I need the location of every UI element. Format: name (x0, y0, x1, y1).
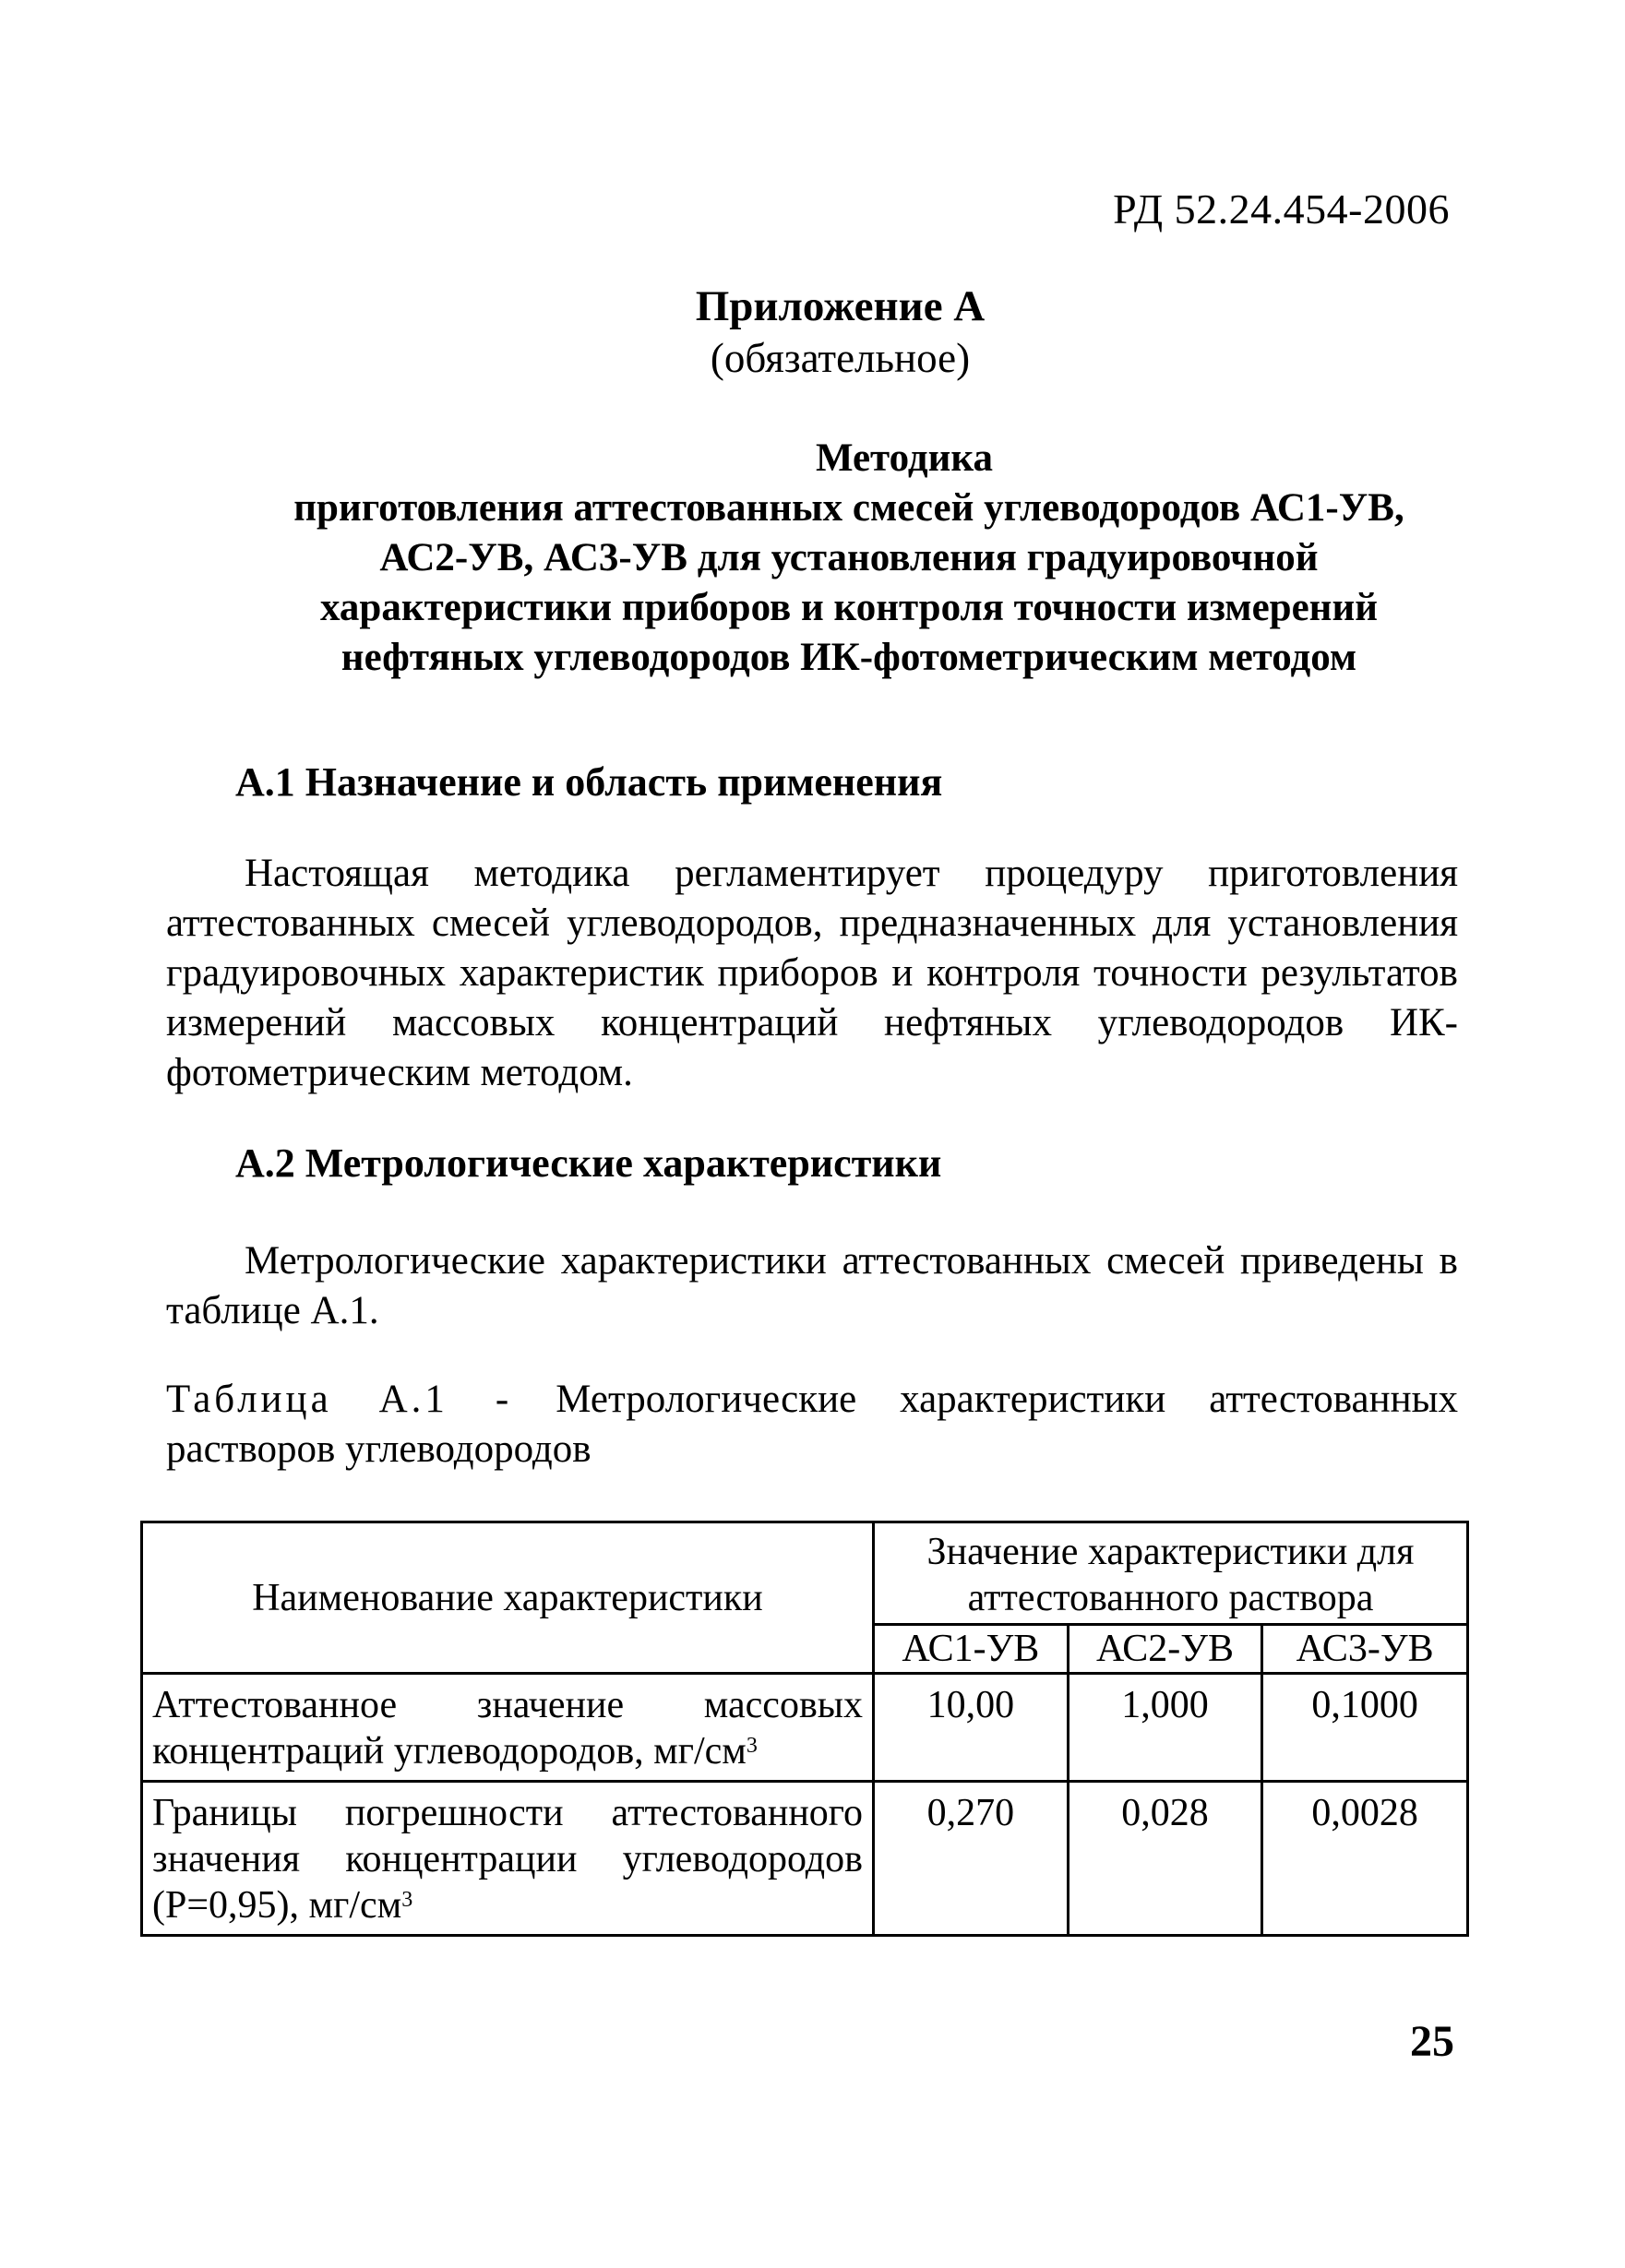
table-cell: 0,270 (874, 1782, 1069, 1936)
section-paragraph (166, 1236, 1458, 1336)
method-title: Методика (815, 436, 994, 480)
table-caption-lead: Таблица А.1 - (166, 1378, 513, 1421)
section-paragraph (166, 849, 1458, 1098)
value-group-header: Значение характеристики для аттестованного раствора (874, 1522, 1468, 1625)
row-label-sup: 3 (746, 1734, 758, 1758)
column-header-as1: АС1-УВ (874, 1625, 1069, 1674)
row-label-text: Аттестованное значение массовых концентраций углеводородов, мг/см (152, 1684, 863, 1773)
table-cell: 0,0028 (1262, 1782, 1468, 1936)
method-title-line: приготовления аттестованных смесей углеводородов АС1-УВ, (293, 486, 1404, 530)
table-caption (166, 1375, 1458, 1474)
metrology-table (140, 1521, 1469, 1937)
row-label (142, 1782, 874, 1936)
document-code: РД 52.24.454-2006 (1113, 185, 1450, 233)
method-title-block (249, 434, 1449, 683)
table-row (142, 1674, 1468, 1782)
row-label (142, 1674, 874, 1782)
table-cell: 0,028 (1068, 1782, 1262, 1936)
paragraph-text: Настоящая методика регламентирует процедуру приготовления аттестованных смесей углеводородов, предназначенных для установления градуировочных характеристик приборов и контроля точности результатов измерений массовых концентраций нефтяных углеводородов ИК-фотометрическим методом. (166, 852, 1458, 1094)
appendix-subtitle: (обязательное) (710, 335, 971, 381)
method-title-line: характеристики приборов и контроля точности измерений (319, 586, 1378, 629)
column-header-as2: АС2-УВ (1068, 1625, 1262, 1674)
table-cell: 1,000 (1068, 1674, 1262, 1782)
paragraph-text: Метрологические характеристики аттестованных смесей приведены в таблице А.1. (166, 1239, 1458, 1332)
table-header-row (142, 1522, 1468, 1625)
table-cell: 10,00 (874, 1674, 1069, 1782)
page-number: 25 (1410, 2017, 1454, 2066)
section-heading: А.1 Назначение и область применения (235, 759, 943, 805)
row-label-sup: 3 (401, 1888, 413, 1912)
method-title-line: АС2-УВ, АС3-УВ для установления градуировочной (379, 536, 1319, 579)
table-caption-text: Метрологические характеристики аттестованных растворов углеводородов (166, 1378, 1458, 1471)
table-row (142, 1782, 1468, 1936)
method-title-line: нефтяных углеводородов ИК-фотометрическим методом (341, 636, 1357, 679)
table-cell: 0,1000 (1262, 1674, 1468, 1782)
name-column-header: Наименование характеристики (142, 1522, 874, 1674)
section-heading: А.2 Метрологические характеристики (235, 1140, 942, 1186)
column-header-as3: АС3-УВ (1262, 1625, 1468, 1674)
row-label-text: Границы погрешности аттестованного значения концентрации углеводородов (Р=0,95), мг/см (152, 1792, 863, 1927)
appendix-title: Приложение А (695, 282, 986, 330)
